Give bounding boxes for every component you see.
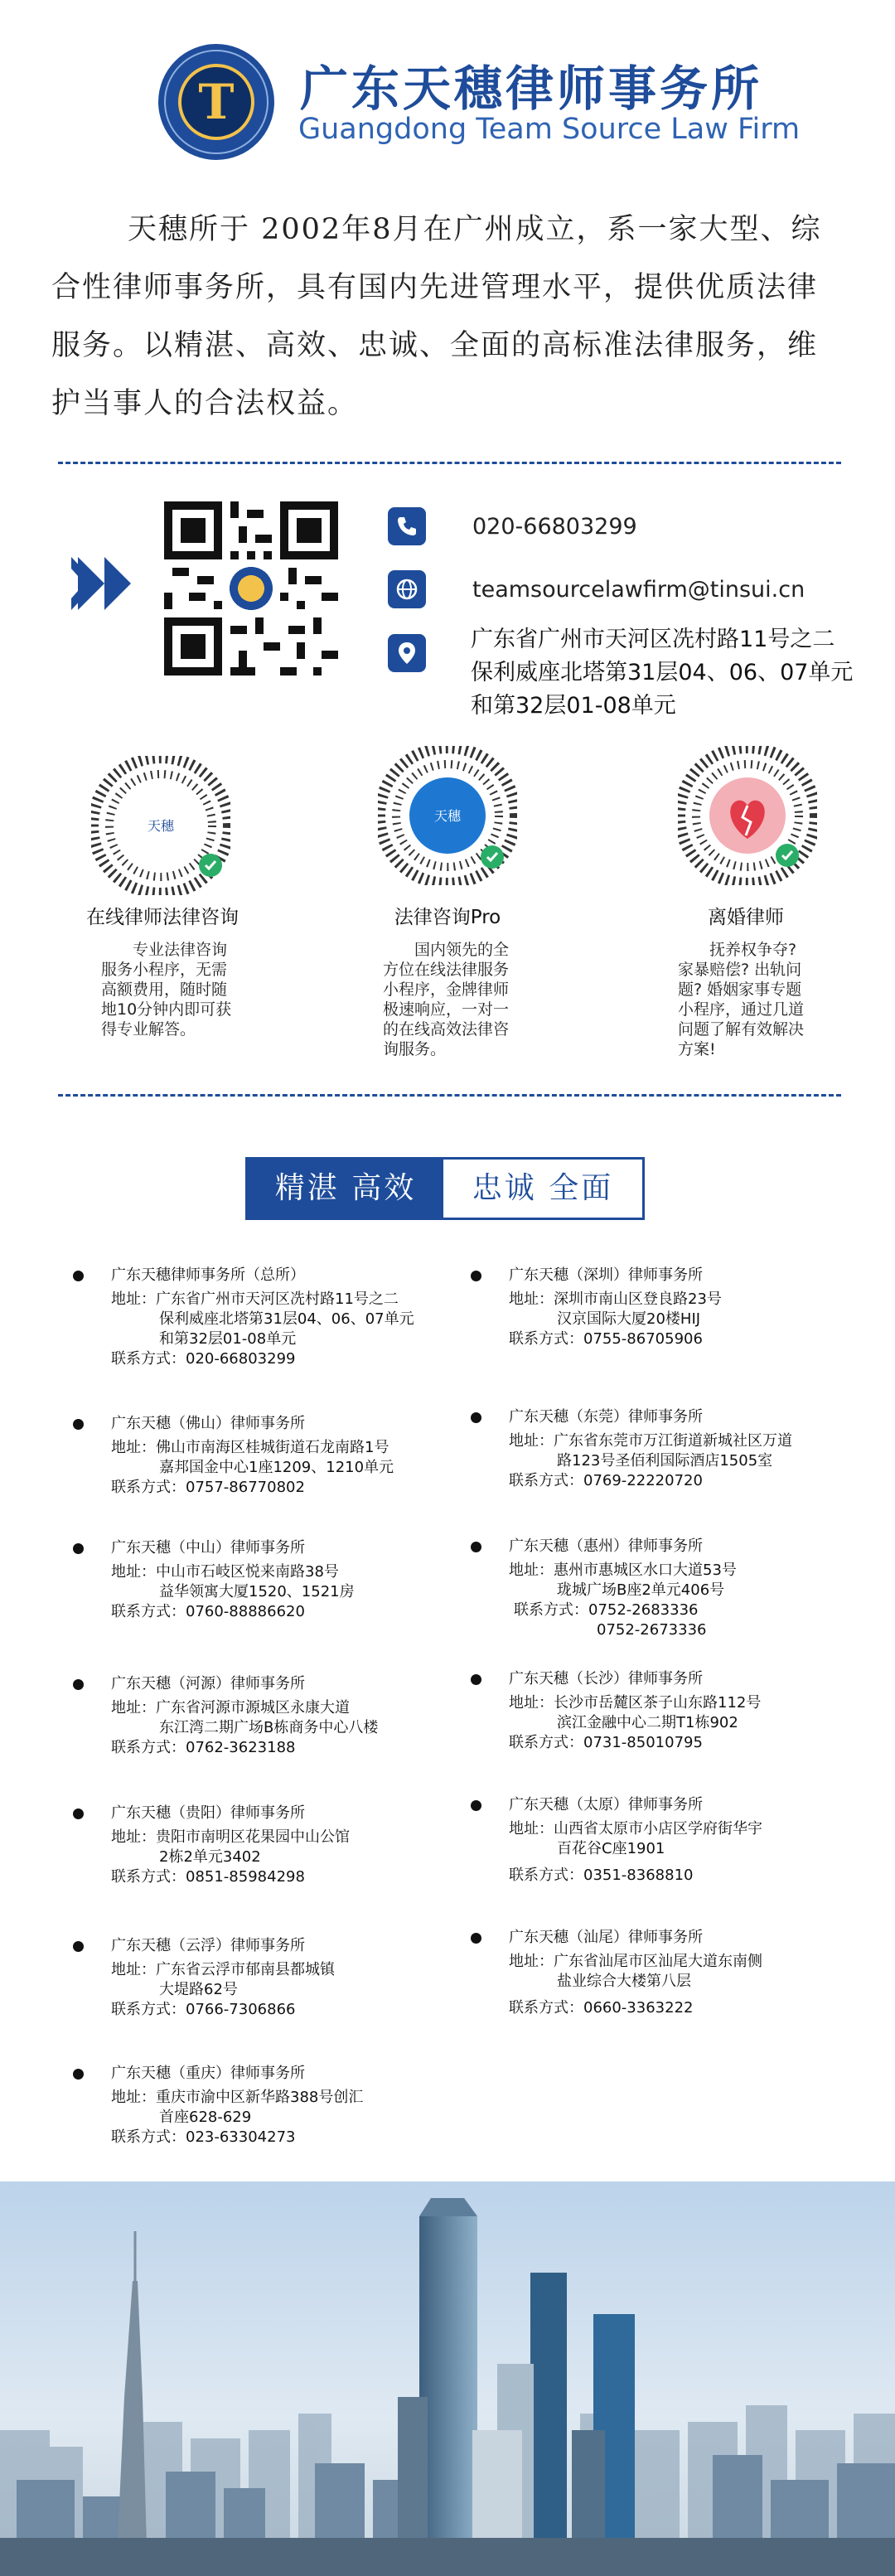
contact-address: 广东省广州市天河区冼村路11号之二 保利威座北塔第31层04、06、07单元 和第32层01-08单元 xyxy=(471,627,854,719)
mini-program-code-online-consult[interactable] xyxy=(91,756,230,895)
phone-icon xyxy=(388,507,426,545)
section-divider xyxy=(58,1094,841,1097)
office-entry: 广东天穗（佛山）律师事务所 地址：佛山市南海区桂城街道石龙南路1号 嘉邦国金中心1座1209、1210单元 联系方式：0757-86770802 xyxy=(111,1411,476,1498)
bullet xyxy=(471,1800,481,1811)
section-divider xyxy=(58,462,841,464)
svg-text:T: T xyxy=(198,74,235,130)
bullet xyxy=(73,1271,84,1281)
svg-text:天穗: 天穗 xyxy=(147,818,175,834)
office-name: 广东天穗（重庆）律师事务所 xyxy=(111,2065,305,2082)
double-arrow-icon xyxy=(71,557,138,610)
bullet xyxy=(471,1271,481,1281)
office-entry: 广东天穗（中山）律师事务所 地址：中山市石岐区悦来南路38号 益华领寓大厦1520、1521房 联系方式：0760-88886620 xyxy=(111,1536,476,1622)
office-name: 广东天穗（中山）律师事务所 xyxy=(111,1539,305,1557)
firm-name-english: Guangdong Team Source Law Firm xyxy=(298,113,801,146)
wechat-qr-code[interactable] xyxy=(164,501,338,675)
mini-program-description: 专业法律咨询 服务小程序，无需 高额费用，随时随 地10分钟内即可获 得专业解答。 xyxy=(101,941,232,1039)
svg-text:天穗: 天穗 xyxy=(433,808,462,824)
bullet xyxy=(73,1543,84,1554)
bullet xyxy=(73,1419,84,1430)
office-entry: 广东天穗（东莞）律师事务所 地址：广东省东莞市万江街道新城社区万道 路123号圣佰利国际酒店1505室 联系方式：0769-22220720 xyxy=(509,1405,873,1491)
office-name: 广东天穗（东莞）律师事务所 xyxy=(509,1408,703,1426)
office-entry: 广东天穗（惠州）律师事务所 地址：惠州市惠城区水口大道53号 珑城广场B座2单元406号 联系方式：0752-2683336 0752-2673336 xyxy=(509,1534,873,1640)
bullet xyxy=(73,1941,84,1952)
contact-email[interactable]: teamsourcelawfirm@tinsui.cn xyxy=(472,577,806,603)
city-skyline-image xyxy=(0,2181,895,2576)
office-name: 广东天穗律师事务所（总所） xyxy=(111,1266,305,1284)
office-entry: 广东天穗（河源）律师事务所 地址：广东省河源市源城区永康大道 东江湾二期广场B栋商务中心八楼 联系方式：0762-3623188 xyxy=(111,1672,476,1758)
values-banner-right: 忠诚 全面 xyxy=(472,1171,614,1205)
office-name: 广东天穗（云浮）律师事务所 xyxy=(111,1937,305,1954)
office-name: 广东天穗（佛山）律师事务所 xyxy=(111,1415,305,1432)
mini-program-title: 在线律师法律咨询 xyxy=(86,907,239,928)
bullet xyxy=(471,1674,481,1685)
office-entry: 广东天穗（长沙）律师事务所 地址：长沙市岳麓区茶子山东路112号 滨江金融中心二期T1栋902 联系方式：0731-85010795 xyxy=(509,1667,873,1753)
bullet xyxy=(73,1679,84,1690)
office-name: 广东天穗（贵阳）律师事务所 xyxy=(111,1804,305,1822)
mini-program-code-divorce[interactable] xyxy=(678,746,817,885)
office-entry: 广东天穗律师事务所（总所） 地址：广东省广州市天河区冼村路11号之二 保利威座北塔第31层04、06、07单元 和第32层01-08单元 联系方式：020-66803299 xyxy=(111,1263,476,1369)
values-banner-left: 精湛 高效 xyxy=(248,1160,443,1218)
bullet xyxy=(471,1412,481,1423)
office-entry: 广东天穗（汕尾）律师事务所 地址：广东省汕尾市区汕尾大道东南侧 盐业综合大楼第八层 联系方式：0660-3363222 xyxy=(509,1925,873,2018)
office-entry: 广东天穗（深圳）律师事务所 地址：深圳市南山区登良路23号 汉京国际大厦20楼HIJ 联系方式：0755-86705906 xyxy=(509,1263,873,1349)
globe-icon xyxy=(388,570,426,608)
contact-phone[interactable]: 020-66803299 xyxy=(472,514,637,540)
office-entry: 广东天穗（云浮）律师事务所 地址：广东省云浮市郁南县都城镇 大堤路62号 联系方式：0766-7306866 xyxy=(111,1934,476,2020)
office-name: 广东天穗（河源）律师事务所 xyxy=(111,1675,305,1692)
mini-program-code-legal-pro[interactable] xyxy=(378,746,517,885)
bullet xyxy=(73,2069,84,2080)
office-name: 广东天穗（汕尾）律师事务所 xyxy=(509,1929,703,1946)
bullet xyxy=(73,1809,84,1819)
office-entry: 广东天穗（太原）律师事务所 地址：山西省太原市小店区学府街华宇 百花谷C座1901 联系方式：0351-8368810 xyxy=(509,1793,873,1886)
office-name: 广东天穗（深圳）律师事务所 xyxy=(509,1266,703,1284)
firm-logo-emblem xyxy=(156,41,277,162)
office-name: 广东天穗（太原）律师事务所 xyxy=(509,1796,703,1813)
office-entry: 广东天穗（贵阳）律师事务所 地址：贵阳市南明区花果园中山公馆 2栋2单元3402 联系方式：0851-85984298 xyxy=(111,1801,476,1887)
mini-program-title: 离婚律师 xyxy=(708,907,784,928)
office-name: 广东天穗（惠州）律师事务所 xyxy=(509,1537,703,1555)
mini-program-title: 法律咨询Pro xyxy=(394,907,501,928)
bullet xyxy=(471,1542,481,1552)
firm-introduction: 天穗所于 2002年8月在广州成立，系一家大型、综合性律师事务所，具有国内先进管理水平，提供优质法律服务。以精湛、高效、忠诚、全面的高标准法律服务，维护当事人的合法权益。 xyxy=(51,213,822,420)
bullet xyxy=(471,1933,481,1944)
mini-program-description: 国内领先的全 方位在线法律服务 小程序，金牌律师 极速响应，一对一 的在线高效法律咨 询服务。 xyxy=(383,941,510,1058)
firm-name-chinese: 广东天穗律师事务所 xyxy=(300,61,763,117)
office-name: 广东天穗（长沙）律师事务所 xyxy=(509,1670,703,1687)
map-pin-icon xyxy=(388,634,426,672)
mini-program-description: 抚养权争夺? 家暴赔偿? 出轨问 题? 婚姻家事专题 小程序，通过几道 问题了解有效解决 方案! xyxy=(678,941,805,1058)
office-entry: 广东天穗（重庆）律师事务所 地址：重庆市渝中区新华路388号创汇 首座628-629 联系方式：023-63304273 xyxy=(111,2061,476,2147)
